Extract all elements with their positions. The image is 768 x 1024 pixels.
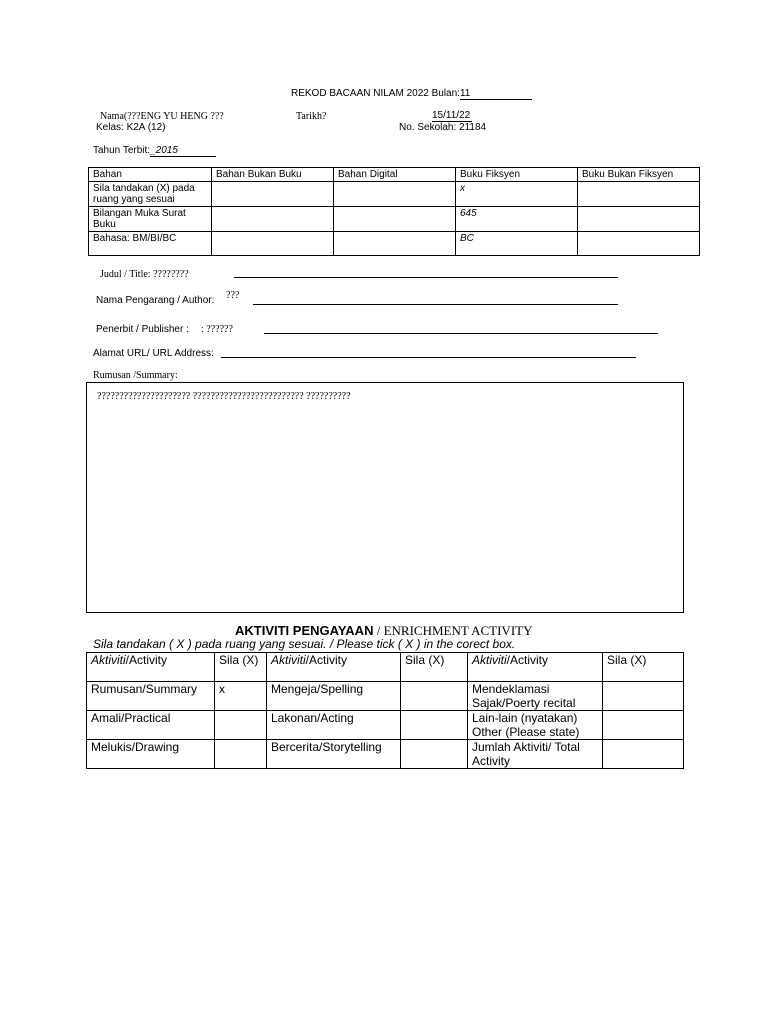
input-cell[interactable]: 645: [456, 207, 578, 232]
activity-label: Amali/Practical: [87, 711, 215, 740]
table-row: [89, 232, 700, 256]
tick-cell[interactable]: [215, 711, 267, 740]
input-cell[interactable]: [578, 182, 700, 207]
author-label: Nama Pengarang / Author:: [96, 295, 215, 306]
activity-label: Rumusan/Summary: [87, 682, 215, 711]
form-title: [291, 88, 532, 100]
publisher-label: Penerbit / Publisher :: [96, 324, 189, 335]
header-cell: Aktiviti/Activity: [468, 653, 603, 682]
header-cell: Bahan Digital: [334, 168, 456, 182]
activity-label: Lain-lain (nyatakan) Other (Please state): [468, 711, 603, 740]
tahun-terbit: [93, 145, 216, 157]
tick-cell[interactable]: [215, 740, 267, 769]
tick-cell[interactable]: [401, 682, 468, 711]
tick-cell[interactable]: [603, 682, 684, 711]
enrichment-heading-bold: AKTIVITI PENGAYAAN: [235, 623, 374, 638]
header-cell: Buku Bukan Fiksyen: [578, 168, 700, 182]
tick-cell[interactable]: [401, 711, 468, 740]
publisher-input-line[interactable]: [264, 333, 658, 334]
summary-text: ????????????????????? ????????????????????????? ??????????: [97, 391, 351, 402]
author-value: ???: [226, 290, 240, 301]
activity-label: Mendeklamasi Sajak/Poerty recital: [468, 682, 603, 711]
table-row: [89, 182, 700, 207]
header-cell: Bahan: [89, 168, 212, 182]
tahun-label: Tahun Terbit:: [93, 145, 151, 156]
tick-cell[interactable]: x: [215, 682, 267, 711]
row-label: Bahasa: BM/BI/BC: [89, 232, 212, 256]
table-row: [89, 207, 700, 232]
input-cell[interactable]: [578, 232, 700, 256]
row-label: Sila tandakan (X) pada ruang yang sesuai: [89, 182, 212, 207]
header-cell: Sila (X): [215, 653, 267, 682]
table-row: [87, 682, 684, 711]
activity-label: Jumlah Aktiviti/ Total Activity: [468, 740, 603, 769]
nama-label: Nama(???ENG YU HENG ???: [100, 111, 224, 122]
header-cell: Aktiviti/Activity: [87, 653, 215, 682]
table-row: [87, 740, 684, 769]
material-table-header: [89, 168, 700, 182]
input-cell[interactable]: [334, 207, 456, 232]
author-input-line[interactable]: [253, 304, 618, 305]
bulan-field[interactable]: 11: [460, 88, 532, 100]
title-input-line[interactable]: [234, 277, 618, 278]
form-title-text: REKOD BACAAN NILAM 2022 Bulan:: [291, 88, 460, 99]
title-label: Judul / Title: ????????: [100, 269, 189, 280]
input-cell[interactable]: x: [456, 182, 578, 207]
input-cell[interactable]: [334, 182, 456, 207]
header-cell: Aktiviti/Activity: [267, 653, 401, 682]
input-cell[interactable]: BC: [456, 232, 578, 256]
input-cell[interactable]: [334, 232, 456, 256]
summary-label: Rumusan /Summary:: [93, 370, 178, 381]
header-cell: Sila (X): [401, 653, 468, 682]
activity-label: Bercerita/Storytelling: [267, 740, 401, 769]
publisher-value: : ??????: [201, 324, 233, 335]
enrichment-table: [86, 652, 684, 769]
tarikh-label: Tarikh?: [296, 111, 327, 122]
enrichment-table-header: [87, 653, 684, 682]
url-label: Alamat URL/ URL Address:: [93, 348, 214, 359]
header-cell: Sila (X): [603, 653, 684, 682]
activity-label: Lakonan/Acting: [267, 711, 401, 740]
kelas-label: Kelas: K2A (12): [96, 122, 166, 133]
material-table: [88, 167, 700, 256]
input-cell[interactable]: [212, 182, 334, 207]
header-cell: Bahan Bukan Buku: [212, 168, 334, 182]
no-sekolah-label: No. Sekolah: 21184: [399, 122, 487, 133]
tahun-field[interactable]: _2015: [150, 145, 216, 157]
header-cell: Buku Fiksyen: [456, 168, 578, 182]
table-row: [87, 711, 684, 740]
input-cell[interactable]: [578, 207, 700, 232]
enrichment-instruction: Sila tandakan ( X ) pada ruang yang sesuai. / Please tick ( X ) in the corect box.: [93, 637, 516, 651]
url-input-line[interactable]: [221, 357, 636, 358]
tick-cell[interactable]: [603, 740, 684, 769]
row-label: Bilangan Muka Surat Buku: [89, 207, 212, 232]
input-cell[interactable]: [212, 207, 334, 232]
tarikh-value: 15/11/22: [432, 110, 471, 121]
tarikh-field[interactable]: [432, 110, 472, 122]
activity-label: Melukis/Drawing: [87, 740, 215, 769]
enrichment-heading-rest: / ENRICHMENT ACTIVITY: [373, 623, 533, 638]
activity-label: Mengeja/Spelling: [267, 682, 401, 711]
tick-cell[interactable]: [603, 711, 684, 740]
tick-cell[interactable]: [401, 740, 468, 769]
summary-textbox[interactable]: [86, 382, 684, 613]
input-cell[interactable]: [212, 232, 334, 256]
